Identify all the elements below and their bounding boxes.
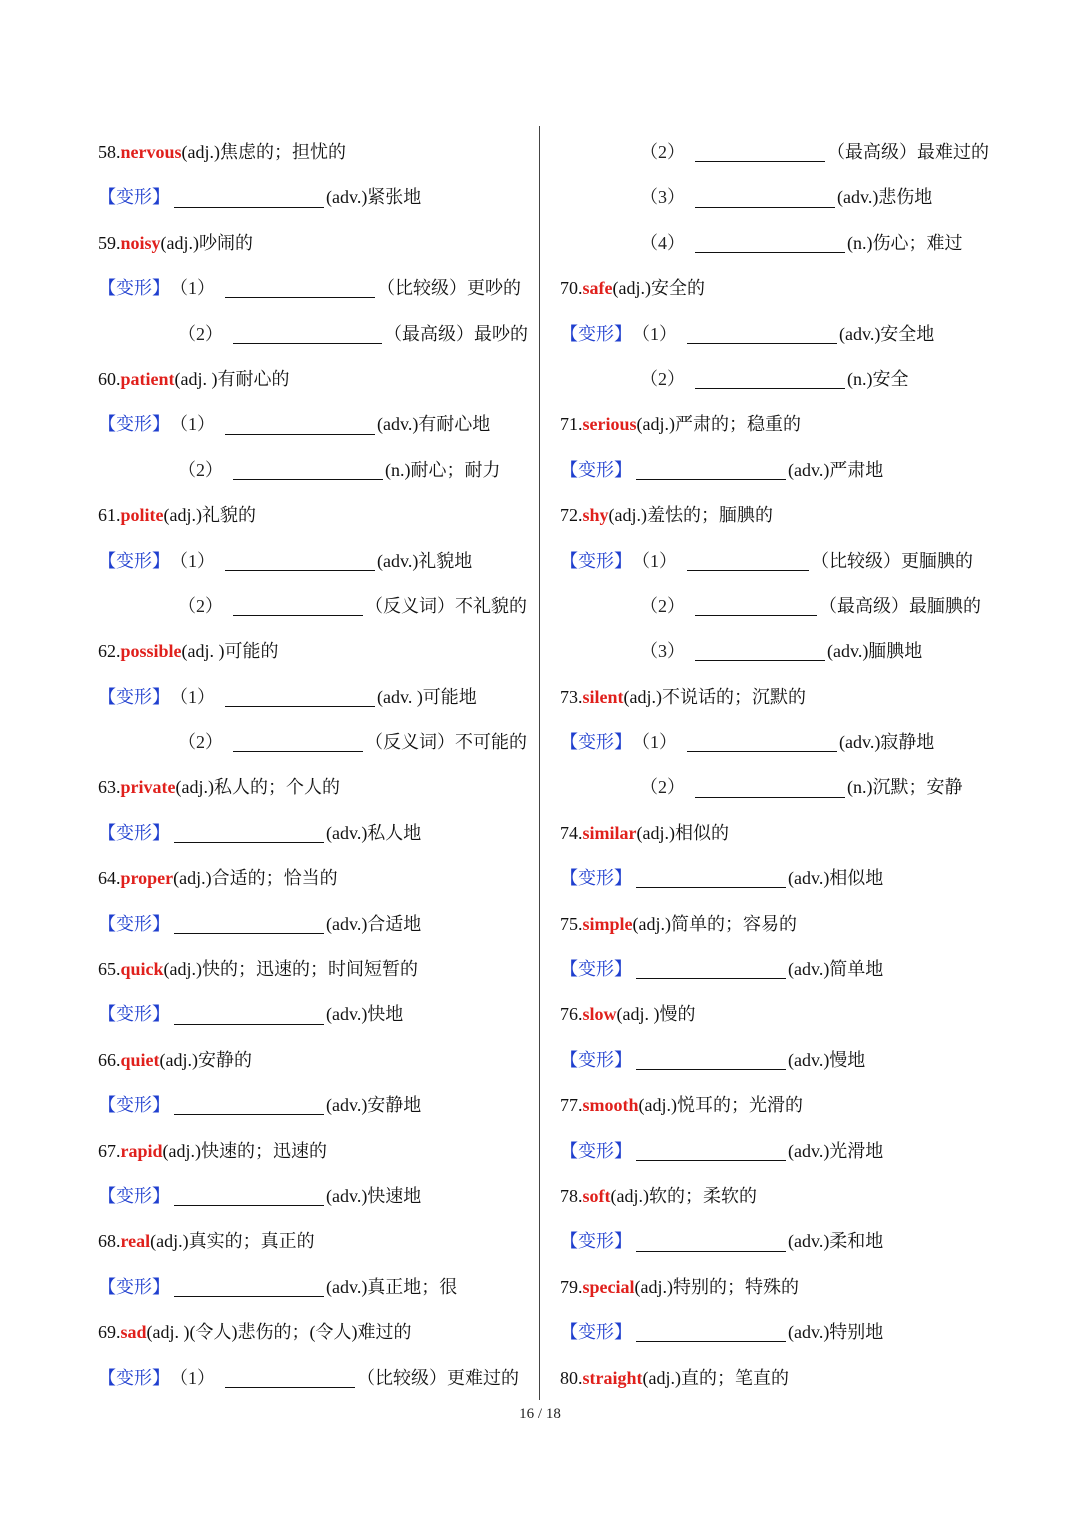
variant-tag: 【变形】 bbox=[560, 323, 632, 344]
exercise-line bbox=[560, 1310, 990, 1355]
entry-word: special bbox=[582, 1276, 635, 1297]
entry-number: 65. bbox=[98, 959, 121, 980]
entry-meaning: 焦虑的；担忧的 bbox=[220, 142, 346, 162]
entry-word: straight bbox=[582, 1367, 643, 1388]
exercise-line bbox=[98, 402, 528, 447]
exercise-line bbox=[560, 175, 990, 220]
entry-meaning: 不说话的；沉默的 bbox=[662, 686, 806, 707]
sub-index: （3） bbox=[640, 187, 685, 208]
entry-word: quiet bbox=[120, 1049, 160, 1070]
answer-blank[interactable] bbox=[174, 185, 324, 208]
exercise-line bbox=[98, 1083, 528, 1128]
variant-tag: 【变形】 bbox=[98, 913, 170, 934]
answer-blank[interactable] bbox=[233, 321, 382, 344]
exercise-line bbox=[98, 992, 528, 1037]
entry-number: 60. bbox=[98, 368, 121, 389]
exercise-line bbox=[560, 720, 990, 765]
variant-tag: 【变形】 bbox=[98, 1276, 170, 1297]
variant-hint: (n.)耐心；耐力 bbox=[385, 459, 501, 480]
entry-word: shy bbox=[582, 505, 609, 526]
part-of-speech: (adj. ) bbox=[146, 1322, 190, 1343]
answer-blank[interactable] bbox=[636, 457, 786, 480]
variant-hint: (adv.)光滑地 bbox=[788, 1140, 884, 1161]
variant-hint: (adv.)快地 bbox=[326, 1004, 404, 1025]
exercise-line bbox=[98, 675, 528, 720]
answer-blank[interactable] bbox=[687, 548, 809, 571]
variant-tag: 【变形】 bbox=[560, 959, 632, 980]
variant-hint: (adv.)特别地 bbox=[788, 1322, 884, 1343]
entry-number: 61. bbox=[98, 505, 121, 526]
part-of-speech: (adj. ) bbox=[174, 368, 218, 389]
answer-blank[interactable] bbox=[174, 911, 324, 934]
entry-word: safe bbox=[582, 278, 613, 299]
variant-hint: (adv.)腼腆地 bbox=[827, 641, 923, 662]
entry-meaning: 安静的 bbox=[198, 1049, 252, 1070]
exercise-line bbox=[98, 448, 528, 493]
entry-number: 62. bbox=[98, 641, 121, 662]
part-of-speech: (adj.) bbox=[612, 278, 651, 299]
answer-blank[interactable] bbox=[174, 1092, 324, 1115]
vocab-entry bbox=[560, 1356, 990, 1401]
answer-blank[interactable] bbox=[687, 729, 837, 752]
vocab-entry bbox=[98, 856, 528, 901]
entry-meaning: 安全的 bbox=[650, 278, 705, 299]
variant-hint: （反义词）不可能的 bbox=[365, 732, 527, 753]
variant-hint: (n.)沉默；安静 bbox=[847, 777, 963, 798]
variant-tag: 【变形】 bbox=[560, 1231, 632, 1252]
variant-tag: 【变形】 bbox=[98, 187, 170, 208]
vocab-entry bbox=[98, 1219, 528, 1264]
sub-index: （2） bbox=[178, 323, 223, 344]
variant-hint: (adv.)合适地 bbox=[326, 913, 422, 934]
part-of-speech: (adj.) bbox=[163, 505, 202, 526]
entry-word: nervous bbox=[120, 142, 182, 162]
entry-word: sad bbox=[120, 1322, 147, 1343]
variant-tag: 【变形】 bbox=[98, 1004, 170, 1025]
exercise-line bbox=[98, 312, 528, 357]
entry-word: possible bbox=[120, 641, 182, 662]
variant-hint: (adv.)安全地 bbox=[839, 323, 935, 344]
part-of-speech: (adj.) bbox=[636, 414, 675, 435]
variant-hint: （最高级）最难过的 bbox=[827, 142, 989, 162]
entry-word: real bbox=[120, 1231, 151, 1252]
entry-number: 69. bbox=[98, 1322, 121, 1343]
answer-blank[interactable] bbox=[636, 1138, 786, 1161]
entry-number: 66. bbox=[98, 1049, 121, 1070]
variant-hint: (adv.)柔和地 bbox=[788, 1231, 884, 1252]
entry-meaning: 特别的；特殊的 bbox=[672, 1276, 799, 1297]
entry-number: 80. bbox=[560, 1367, 583, 1388]
variant-hint: (adv.)礼貌地 bbox=[377, 550, 473, 571]
variant-hint: (adv.)慢地 bbox=[788, 1049, 866, 1070]
exercise-line bbox=[560, 765, 990, 810]
vocab-entry bbox=[98, 629, 528, 674]
entry-meaning: 可能的 bbox=[224, 641, 279, 662]
exercise-line bbox=[560, 1219, 990, 1264]
answer-blank[interactable] bbox=[233, 593, 363, 616]
variant-tag: 【变形】 bbox=[98, 1367, 170, 1388]
entry-meaning: 简单的；容易的 bbox=[671, 913, 797, 934]
answer-blank[interactable] bbox=[695, 593, 817, 616]
variant-hint: （比较级）更腼腆的 bbox=[811, 550, 973, 571]
entry-word: private bbox=[120, 777, 176, 798]
variant-tag: 【变形】 bbox=[560, 732, 632, 753]
exercise-line bbox=[98, 720, 528, 765]
entry-word: simple bbox=[582, 913, 633, 934]
exercise-line bbox=[98, 175, 528, 220]
sub-index: （1） bbox=[170, 278, 215, 299]
vocab-entry bbox=[98, 1038, 528, 1083]
vocab-entry bbox=[98, 947, 528, 992]
sub-index: （1） bbox=[170, 686, 215, 707]
entry-word: polite bbox=[120, 505, 164, 526]
part-of-speech: (adj.) bbox=[150, 1231, 189, 1252]
entry-meaning: 直的；笔直的 bbox=[680, 1367, 789, 1388]
entry-word: silent bbox=[582, 686, 624, 707]
vocab-entry bbox=[98, 357, 528, 402]
entry-word: serious bbox=[582, 414, 637, 435]
vocab-entry bbox=[560, 493, 990, 538]
entry-number: 70. bbox=[560, 278, 583, 299]
variant-hint: （比较级）更难过的 bbox=[357, 1367, 519, 1388]
entry-number: 77. bbox=[560, 1095, 583, 1116]
vocab-entry bbox=[98, 130, 528, 175]
answer-blank[interactable] bbox=[233, 457, 383, 480]
entry-word: patient bbox=[120, 368, 175, 389]
entry-number: 74. bbox=[560, 822, 583, 843]
variant-hint: (adv.)悲伤地 bbox=[837, 187, 933, 208]
part-of-speech: (adj. ) bbox=[181, 641, 225, 662]
entry-number: 73. bbox=[560, 686, 583, 707]
exercise-line bbox=[560, 1038, 990, 1083]
variant-tag: 【变形】 bbox=[560, 1322, 632, 1343]
answer-blank[interactable] bbox=[174, 820, 324, 843]
answer-blank[interactable] bbox=[174, 1183, 324, 1206]
entry-word: proper bbox=[120, 868, 174, 889]
entry-number: 64. bbox=[98, 868, 121, 889]
exercise-line bbox=[560, 629, 990, 674]
entry-word: quick bbox=[120, 959, 164, 980]
vocab-entry bbox=[98, 1310, 528, 1355]
answer-blank[interactable] bbox=[174, 1274, 324, 1297]
vocab-entry bbox=[560, 1265, 990, 1310]
exercise-line bbox=[98, 1356, 528, 1401]
variant-tag: 【变形】 bbox=[560, 868, 632, 889]
left-column bbox=[98, 130, 528, 1401]
variant-tag: 【变形】 bbox=[98, 414, 170, 435]
variant-hint: （比较级）更吵的 bbox=[377, 278, 521, 299]
sub-index: （2） bbox=[178, 459, 223, 480]
answer-blank[interactable] bbox=[636, 1047, 786, 1070]
part-of-speech: (adj.) bbox=[608, 505, 647, 526]
part-of-speech: (adj.) bbox=[160, 232, 200, 253]
variant-hint: （最高级）最腼腆的 bbox=[819, 595, 981, 616]
part-of-speech: (adj. ) bbox=[616, 1004, 660, 1025]
exercise-line bbox=[98, 266, 528, 311]
vocab-entry bbox=[98, 221, 528, 266]
variant-hint: (adv.)快速地 bbox=[326, 1185, 422, 1206]
vocab-entry bbox=[560, 902, 990, 947]
variant-tag: 【变形】 bbox=[98, 686, 170, 707]
entry-meaning: 私人的；个人的 bbox=[213, 777, 340, 798]
exercise-line bbox=[560, 357, 990, 402]
right-column bbox=[560, 130, 990, 1401]
entry-number: 63. bbox=[98, 777, 121, 798]
part-of-speech: (adj.) bbox=[173, 868, 212, 889]
sub-index: （2） bbox=[640, 368, 685, 389]
entry-word: slow bbox=[582, 1004, 617, 1025]
entry-meaning: 礼貌的 bbox=[201, 505, 256, 526]
answer-blank[interactable] bbox=[695, 775, 845, 798]
vocab-entry bbox=[560, 1083, 990, 1128]
entry-meaning: 吵闹的 bbox=[199, 232, 254, 253]
vocab-entry bbox=[98, 1129, 528, 1174]
variant-hint: (n.)伤心；难过 bbox=[847, 232, 963, 253]
entry-meaning: 相似的 bbox=[674, 822, 729, 843]
sub-index: （2） bbox=[178, 595, 223, 616]
variant-tag: 【变形】 bbox=[560, 1049, 632, 1070]
entry-number: 68. bbox=[98, 1231, 121, 1252]
answer-blank[interactable] bbox=[225, 548, 375, 571]
part-of-speech: (adj.) bbox=[181, 142, 220, 162]
entry-meaning: (令人)悲伤的；(令人)难过的 bbox=[189, 1322, 412, 1343]
vocab-entry bbox=[98, 493, 528, 538]
part-of-speech: (adj.) bbox=[636, 822, 675, 843]
variant-hint: （最高级）最吵的 bbox=[384, 323, 528, 344]
vocab-entry bbox=[98, 765, 528, 810]
answer-blank[interactable] bbox=[174, 1002, 324, 1025]
exercise-line bbox=[98, 1265, 528, 1310]
variant-hint: (adv.)严肃地 bbox=[788, 459, 884, 480]
entry-number: 59. bbox=[98, 232, 121, 253]
vocab-entry bbox=[560, 402, 990, 447]
variant-tag: 【变形】 bbox=[98, 1095, 170, 1116]
exercise-line bbox=[560, 947, 990, 992]
variant-hint: (adv.)安静地 bbox=[326, 1095, 422, 1116]
answer-blank[interactable] bbox=[225, 684, 375, 707]
variant-hint: (adv.)相似地 bbox=[788, 868, 884, 889]
answer-blank[interactable] bbox=[695, 638, 825, 661]
part-of-speech: (adj.) bbox=[175, 777, 214, 798]
part-of-speech: (adj.) bbox=[159, 1049, 198, 1070]
part-of-speech: (adj.) bbox=[632, 913, 671, 934]
variant-hint: (adv.)有耐心地 bbox=[377, 414, 491, 435]
variant-hint: (adv.)寂静地 bbox=[839, 732, 935, 753]
part-of-speech: (adj.) bbox=[163, 959, 203, 980]
vocab-entry bbox=[560, 675, 990, 720]
entry-number: 67. bbox=[98, 1140, 121, 1161]
answer-blank[interactable] bbox=[636, 865, 786, 888]
part-of-speech: (adj.) bbox=[623, 686, 662, 707]
variant-hint: (adv.)真正地；很 bbox=[326, 1276, 458, 1297]
variant-tag: 【变形】 bbox=[560, 459, 632, 480]
entry-meaning: 严肃的；稳重的 bbox=[674, 414, 801, 435]
entry-meaning: 有耐心的 bbox=[217, 368, 290, 389]
variant-hint: (n.)安全 bbox=[847, 368, 909, 389]
entry-number: 58. bbox=[98, 142, 121, 162]
sub-index: （3） bbox=[640, 641, 685, 662]
exercise-line bbox=[98, 902, 528, 947]
answer-blank[interactable] bbox=[695, 185, 835, 208]
answer-blank[interactable] bbox=[687, 321, 837, 344]
entry-number: 72. bbox=[560, 505, 583, 526]
entry-number: 76. bbox=[560, 1004, 583, 1025]
exercise-line bbox=[560, 130, 990, 175]
variant-hint: (adv.)简单地 bbox=[788, 959, 884, 980]
sub-index: （1） bbox=[632, 732, 677, 753]
exercise-line bbox=[98, 1174, 528, 1219]
exercise-line bbox=[98, 539, 528, 584]
variant-hint: (adv.)紧张地 bbox=[326, 187, 422, 208]
vocab-entry bbox=[560, 992, 990, 1037]
sub-index: （1） bbox=[632, 323, 677, 344]
answer-blank[interactable] bbox=[695, 139, 825, 162]
exercise-line bbox=[560, 1129, 990, 1174]
exercise-line bbox=[560, 856, 990, 901]
variant-tag: 【变形】 bbox=[98, 550, 170, 571]
entry-number: 79. bbox=[560, 1276, 583, 1297]
part-of-speech: (adj.) bbox=[634, 1276, 673, 1297]
entry-word: similar bbox=[582, 822, 637, 843]
exercise-line bbox=[98, 811, 528, 856]
entry-meaning: 快的；迅速的；时间短暂的 bbox=[202, 959, 419, 980]
variant-tag: 【变形】 bbox=[560, 1140, 632, 1161]
page-number: 16 / 18 bbox=[519, 1406, 561, 1422]
sub-index: （2） bbox=[640, 595, 685, 616]
entry-word: smooth bbox=[582, 1095, 639, 1116]
sub-index: （1） bbox=[632, 550, 677, 571]
entry-meaning: 真实的；真正的 bbox=[188, 1231, 315, 1252]
answer-blank[interactable] bbox=[695, 230, 845, 253]
sub-index: （4） bbox=[640, 232, 685, 253]
exercise-line bbox=[98, 584, 528, 629]
vocab-entry bbox=[560, 1174, 990, 1219]
part-of-speech: (adj.) bbox=[638, 1095, 677, 1116]
answer-blank[interactable] bbox=[225, 275, 375, 298]
entry-word: noisy bbox=[120, 232, 161, 253]
sub-index: （2） bbox=[640, 777, 685, 798]
entry-number: 71. bbox=[560, 414, 583, 435]
variant-tag: 【变形】 bbox=[98, 822, 170, 843]
variant-hint: （反义词）不礼貌的 bbox=[365, 595, 527, 616]
entry-meaning: 合适的；恰当的 bbox=[211, 868, 338, 889]
entry-meaning: 悦耳的；光滑的 bbox=[677, 1095, 803, 1116]
vocab-entry bbox=[560, 266, 990, 311]
variant-tag: 【变形】 bbox=[98, 1185, 170, 1206]
answer-blank[interactable] bbox=[695, 366, 845, 389]
entry-meaning: 慢的 bbox=[659, 1004, 696, 1025]
entry-number: 75. bbox=[560, 913, 583, 934]
sub-index: （1） bbox=[170, 550, 215, 571]
entry-word: rapid bbox=[120, 1140, 163, 1161]
exercise-line bbox=[560, 448, 990, 493]
sub-index: （2） bbox=[640, 142, 685, 162]
variant-hint: (adv.)私人地 bbox=[326, 822, 422, 843]
part-of-speech: (adj.) bbox=[642, 1367, 681, 1388]
exercise-line bbox=[560, 584, 990, 629]
answer-blank[interactable] bbox=[225, 1365, 355, 1388]
variant-tag: 【变形】 bbox=[98, 278, 170, 299]
answer-blank[interactable] bbox=[233, 729, 363, 752]
entry-meaning: 软的；柔软的 bbox=[648, 1185, 757, 1206]
variant-tag: 【变形】 bbox=[560, 550, 632, 571]
exercise-line bbox=[560, 221, 990, 266]
exercise-line bbox=[560, 312, 990, 357]
variant-hint: (adv. )可能地 bbox=[377, 686, 477, 707]
answer-blank[interactable] bbox=[636, 1229, 786, 1252]
answer-blank[interactable] bbox=[225, 412, 375, 435]
part-of-speech: (adj.) bbox=[610, 1185, 649, 1206]
entry-number: 78. bbox=[560, 1185, 583, 1206]
vocab-entry bbox=[560, 811, 990, 856]
exercise-line bbox=[560, 539, 990, 584]
sub-index: （2） bbox=[178, 732, 223, 753]
sub-index: （1） bbox=[170, 1367, 215, 1388]
entry-meaning: 快速的；迅速的 bbox=[201, 1140, 327, 1161]
sub-index: （1） bbox=[170, 414, 215, 435]
entry-meaning: 羞怯的；腼腆的 bbox=[647, 505, 773, 526]
column-divider bbox=[539, 126, 540, 1400]
entry-word: soft bbox=[582, 1185, 611, 1206]
part-of-speech: (adj.) bbox=[162, 1140, 201, 1161]
answer-blank[interactable] bbox=[636, 1319, 786, 1342]
answer-blank[interactable] bbox=[636, 956, 786, 979]
